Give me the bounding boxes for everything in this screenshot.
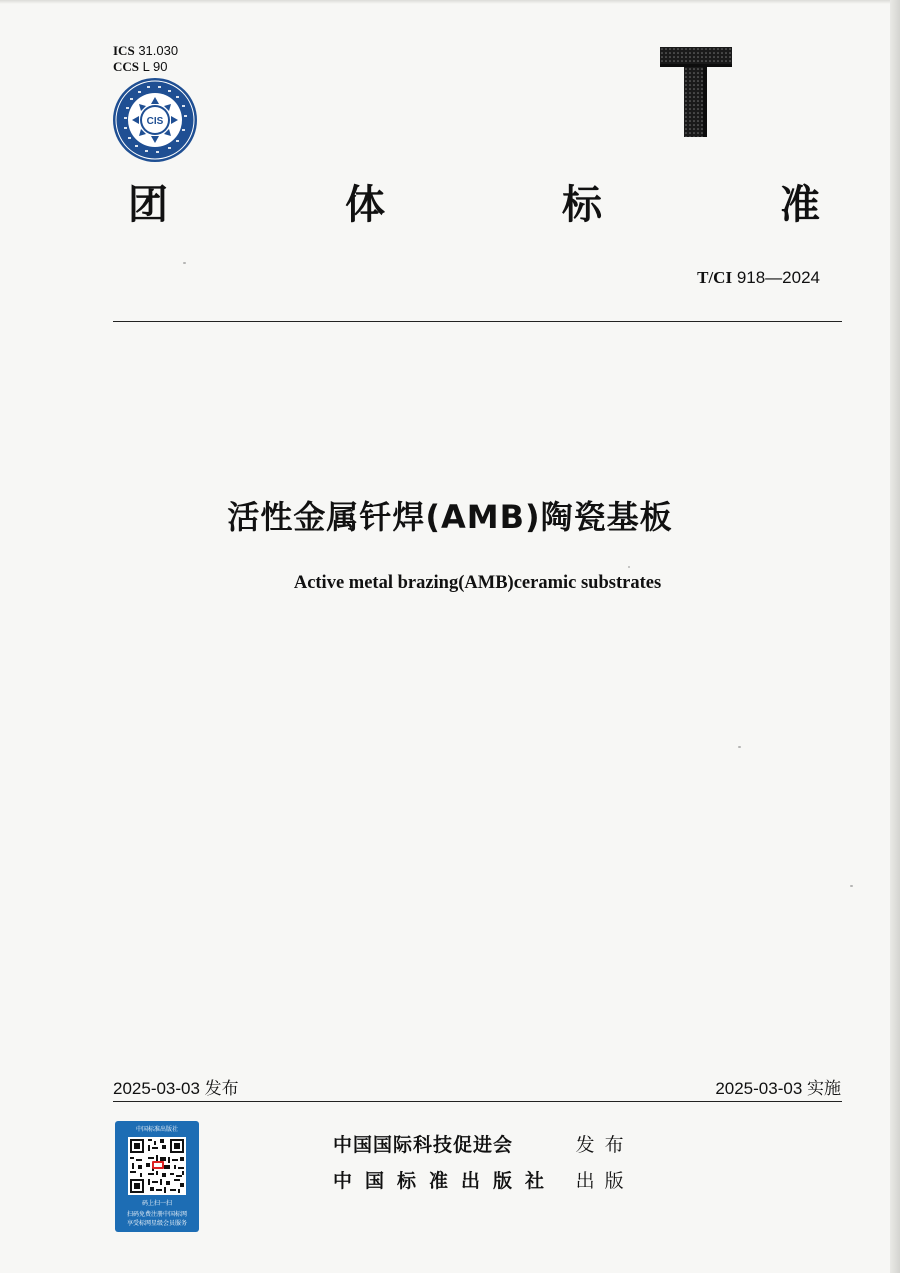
page-edge-right bbox=[890, 0, 900, 1273]
scan-speck bbox=[850, 885, 853, 887]
publisher-role: 出版 bbox=[575, 1170, 634, 1192]
title-chinese: 活性金属钎焊(AMB)陶瓷基板 bbox=[227, 498, 673, 536]
publisher-org: 中国国际科技促进会 bbox=[333, 1134, 514, 1156]
ccs-code bbox=[113, 59, 167, 74]
ics-label: ICS bbox=[113, 43, 135, 58]
publisher-org: 中国标准出版社 bbox=[333, 1170, 558, 1192]
qr-card-line-2: 扫码免费注册中国标网 bbox=[126, 1211, 187, 1218]
implementation-date: 2025-03-03 实施 bbox=[715, 1079, 841, 1098]
category-t-mark bbox=[660, 47, 732, 137]
scan-speck bbox=[183, 262, 186, 264]
standard-number-prefix: T/CI bbox=[697, 268, 733, 287]
qr-card-title: 中国标准出版社 bbox=[135, 1126, 178, 1133]
header-divider bbox=[113, 321, 842, 322]
standard-number bbox=[697, 268, 820, 288]
title-english: Active metal brazing(AMB)ceramic substrates bbox=[293, 573, 662, 593]
cis-seal-logo bbox=[112, 77, 198, 163]
publisher-role: 发布 bbox=[575, 1134, 634, 1156]
qr-card-line-1: 码上扫一扫 bbox=[141, 1200, 172, 1207]
release-date: 2025-03-03 发布 bbox=[113, 1079, 239, 1098]
publisher-row bbox=[333, 1166, 634, 1193]
ccs-value: L 90 bbox=[142, 59, 168, 74]
qr-code-card[interactable] bbox=[115, 1121, 199, 1232]
header-char-2: 体 bbox=[345, 182, 385, 228]
qr-card-line-3: 享受标网星级会员服务 bbox=[126, 1220, 187, 1227]
standard-number-value: 918—2024 bbox=[736, 268, 820, 287]
footer-divider bbox=[113, 1101, 842, 1102]
scan-speck bbox=[628, 566, 630, 568]
logo-text: CIS bbox=[146, 116, 164, 127]
ics-code bbox=[113, 43, 178, 58]
ics-value: 31.030 bbox=[138, 43, 179, 58]
page-edge-top bbox=[0, 0, 900, 4]
ccs-label: CCS bbox=[113, 59, 140, 74]
scan-speck bbox=[738, 746, 741, 748]
qr-code-icon bbox=[128, 1137, 186, 1195]
header-char-3: 标 bbox=[562, 182, 602, 228]
publisher-row bbox=[333, 1130, 634, 1157]
header-char-4: 准 bbox=[780, 182, 820, 228]
header-char-1: 团 bbox=[128, 182, 168, 228]
